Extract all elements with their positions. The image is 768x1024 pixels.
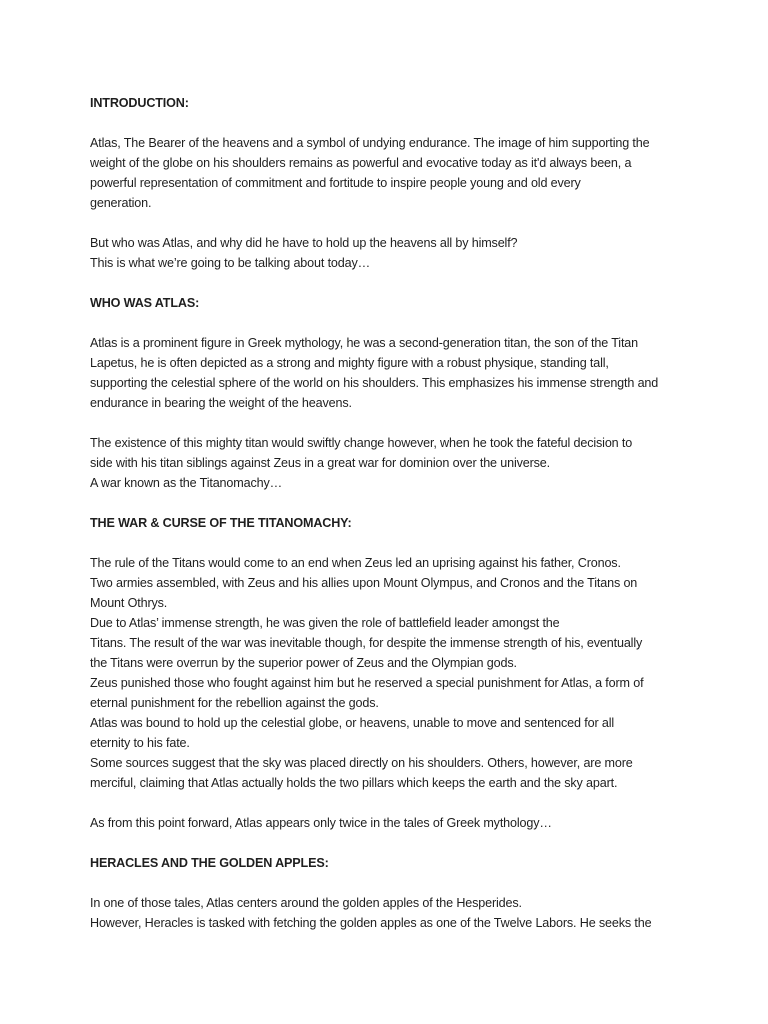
text-line: A war known as the Titanomachy… bbox=[90, 476, 283, 490]
text-line: eternity to his fate. bbox=[90, 736, 190, 750]
paragraph bbox=[90, 433, 690, 493]
text-line: The rule of the Titans would come to an end when Zeus led an uprising against his father, Cronos. bbox=[90, 556, 621, 570]
text-line: But who was Atlas, and why did he have to hold up the heavens all by himself? bbox=[90, 236, 518, 250]
section-introduction bbox=[90, 93, 690, 273]
text-line: Lapetus, he is often depicted as a strong and mighty figure with a robust physique, standing tall, bbox=[90, 356, 609, 370]
text-line: This is what we’re going to be talking about today… bbox=[90, 256, 371, 270]
document-page bbox=[90, 93, 690, 933]
text-line: merciful, claiming that Atlas actually holds the two pillars which keeps the earth and the sky apart. bbox=[90, 776, 618, 790]
text-line: Titans. The result of the war was inevitable though, for despite the immense strength of his, eventually bbox=[90, 636, 643, 650]
text-line: weight of the globe on his shoulders remains as powerful and evocative today as it'd always been, a bbox=[90, 156, 632, 170]
text-line: endurance in bearing the weight of the heavens. bbox=[90, 396, 352, 410]
text-line: the Titans were overrun by the superior power of Zeus and the Olympian gods. bbox=[90, 656, 517, 670]
text-line: Atlas was bound to hold up the celestial globe, or heavens, unable to move and sentenced for all bbox=[90, 716, 614, 730]
paragraph bbox=[90, 133, 690, 213]
paragraph bbox=[90, 233, 690, 273]
paragraph bbox=[90, 553, 690, 793]
section-heading: HERACLES AND THE GOLDEN APPLES: bbox=[90, 856, 329, 870]
text-line: Atlas, The Bearer of the heavens and a symbol of undying endurance. The image of him supporting the bbox=[90, 136, 650, 150]
text-line: side with his titan siblings against Zeus in a great war for dominion over the universe. bbox=[90, 456, 551, 470]
text-line: Mount Othrys. bbox=[90, 596, 168, 610]
text-line: supporting the celestial sphere of the world on his shoulders. This emphasizes his immense strength and bbox=[90, 376, 659, 390]
text-line: However, Heracles is tasked with fetching the golden apples as one of the Twelve Labors. He seeks the bbox=[90, 916, 652, 930]
section-war-and-curse bbox=[90, 513, 690, 833]
section-heading: WHO WAS ATLAS: bbox=[90, 296, 200, 310]
paragraph bbox=[90, 893, 690, 933]
text-line: generation. bbox=[90, 196, 152, 210]
section-heading: THE WAR & CURSE OF THE TITANOMACHY: bbox=[90, 516, 352, 530]
text-line: In one of those tales, Atlas centers around the golden apples of the Hesperides. bbox=[90, 896, 522, 910]
section-heading: INTRODUCTION: bbox=[90, 96, 189, 110]
section-heracles-golden-apples bbox=[90, 853, 690, 933]
text-line: powerful representation of commitment and fortitude to inspire people young and old every bbox=[90, 176, 581, 190]
text-line: Zeus punished those who fought against him but he reserved a special punishment for Atlas, a form of bbox=[90, 676, 644, 690]
section-who-was-atlas bbox=[90, 293, 690, 493]
text-line: Two armies assembled, with Zeus and his allies upon Mount Olympus, and Cronos and the Titans on bbox=[90, 576, 638, 590]
text-line: The existence of this mighty titan would swiftly change however, when he took the fateful decision to bbox=[90, 436, 633, 450]
text-line: As from this point forward, Atlas appears only twice in the tales of Greek mythology… bbox=[90, 816, 552, 830]
text-line: Due to Atlas’ immense strength, he was given the role of battlefield leader amongst the bbox=[90, 616, 560, 630]
paragraph bbox=[90, 813, 690, 833]
text-line: Some sources suggest that the sky was placed directly on his shoulders. Others, however, are more bbox=[90, 756, 633, 770]
paragraph bbox=[90, 333, 690, 413]
text-line: eternal punishment for the rebellion against the gods. bbox=[90, 696, 379, 710]
text-line: Atlas is a prominent figure in Greek mythology, he was a second-generation titan, the son of the Titan bbox=[90, 336, 638, 350]
